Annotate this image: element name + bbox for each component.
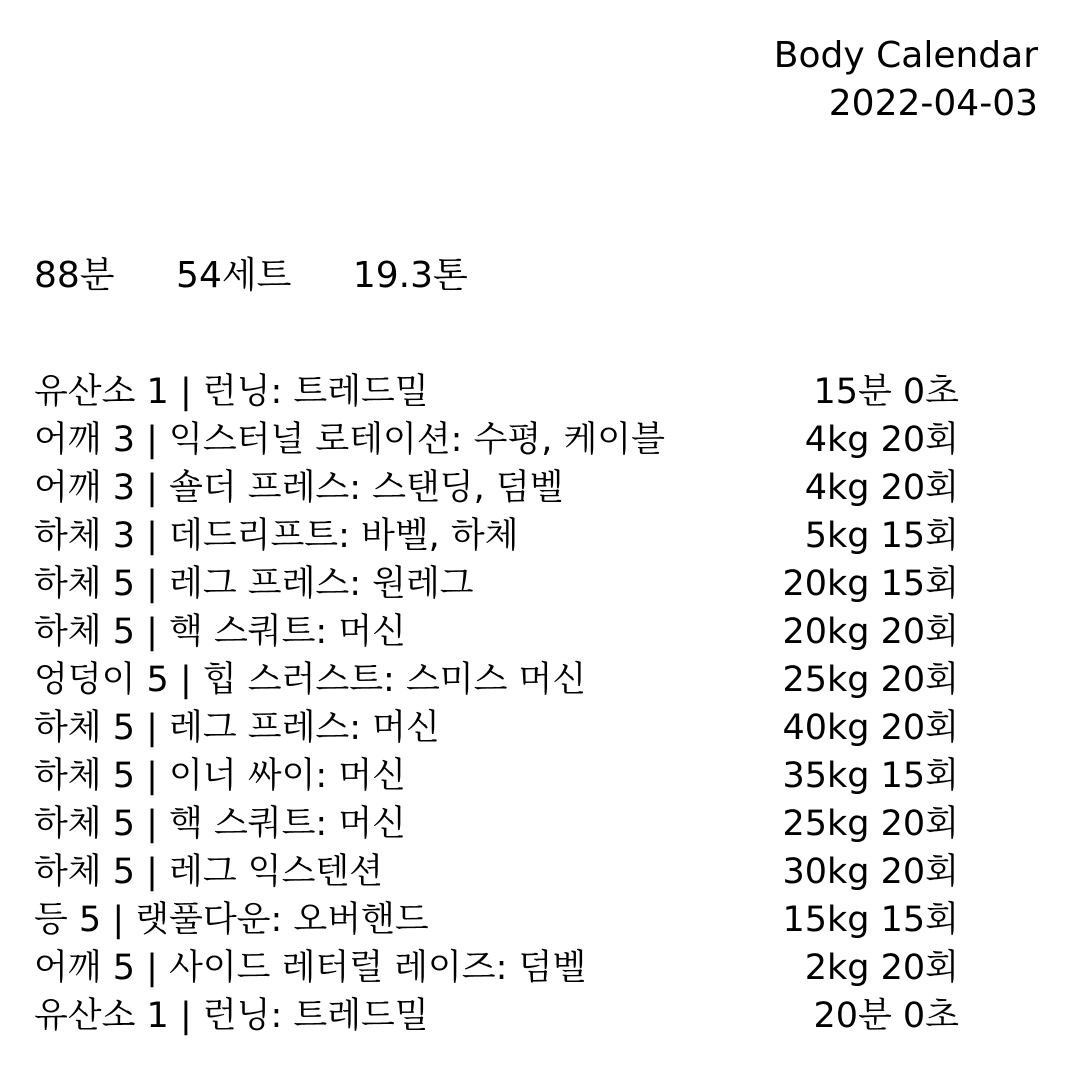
workout-value: 20kg 15회 <box>782 564 959 604</box>
header <box>774 32 1038 128</box>
workout-row <box>34 797 959 845</box>
workout-value: 30kg 20회 <box>782 852 959 892</box>
total-duration: 88분 <box>34 255 115 296</box>
workout-row <box>34 749 959 797</box>
workout-name: 어깨 3 | 숄더 프레스: 스탠딩, 덤벨 <box>34 468 564 508</box>
workout-name: 어깨 5 | 사이드 레터럴 레이즈: 덤벨 <box>34 948 587 988</box>
workout-name: 하체 5 | 핵 스쿼트: 머신 <box>34 612 406 652</box>
workout-name: 유산소 1 | 런닝: 트레드밀 <box>34 372 429 412</box>
workout-name: 하체 5 | 핵 스쿼트: 머신 <box>34 804 406 844</box>
workout-row <box>34 557 959 605</box>
workout-value: 25kg 20회 <box>782 804 959 844</box>
workout-row <box>34 653 959 701</box>
workout-row <box>34 989 959 1037</box>
workout-row <box>34 413 959 461</box>
workout-value: 40kg 20회 <box>782 708 959 748</box>
workout-value: 20분 0초 <box>813 996 959 1036</box>
workout-row <box>34 365 959 413</box>
workout-row <box>34 461 959 509</box>
workout-value: 15분 0초 <box>813 372 959 412</box>
app-title: Body Calendar <box>773 35 1038 76</box>
workout-list <box>34 365 959 1037</box>
workout-name: 유산소 1 | 런닝: 트레드밀 <box>34 996 429 1036</box>
workout-name: 하체 5 | 이너 싸이: 머신 <box>34 756 406 796</box>
workout-name: 등 5 | 랫풀다운: 오버핸드 <box>34 900 429 940</box>
workout-value: 2kg 20회 <box>804 948 959 988</box>
workout-summary <box>34 252 518 300</box>
workout-value: 15kg 15회 <box>782 900 959 940</box>
workout-value: 20kg 20회 <box>782 612 959 652</box>
workout-row <box>34 845 959 893</box>
total-volume: 19.3톤 <box>352 255 468 296</box>
workout-value: 25kg 20회 <box>782 660 959 700</box>
workout-name: 엉덩이 5 | 힙 스러스트: 스미스 머신 <box>34 660 587 700</box>
total-sets: 54세트 <box>176 255 292 296</box>
workout-name: 하체 5 | 레그 익스텐션 <box>34 852 384 892</box>
workout-value: 4kg 20회 <box>804 468 959 508</box>
date-label: 2022-04-03 <box>828 83 1038 124</box>
workout-name: 하체 5 | 레그 프레스: 원레그 <box>34 564 474 604</box>
workout-value: 5kg 15회 <box>804 516 959 556</box>
workout-row <box>34 941 959 989</box>
workout-row <box>34 893 959 941</box>
workout-value: 35kg 15회 <box>782 756 959 796</box>
workout-name: 어깨 3 | 익스터널 로테이션: 수평, 케이블 <box>34 420 665 460</box>
workout-value: 4kg 20회 <box>804 420 959 460</box>
workout-row <box>34 509 959 557</box>
workout-row <box>34 605 959 653</box>
workout-name: 하체 3 | 데드리프트: 바벨, 하체 <box>34 516 519 556</box>
workout-row <box>34 701 959 749</box>
workout-name: 하체 5 | 레그 프레스: 머신 <box>34 708 440 748</box>
